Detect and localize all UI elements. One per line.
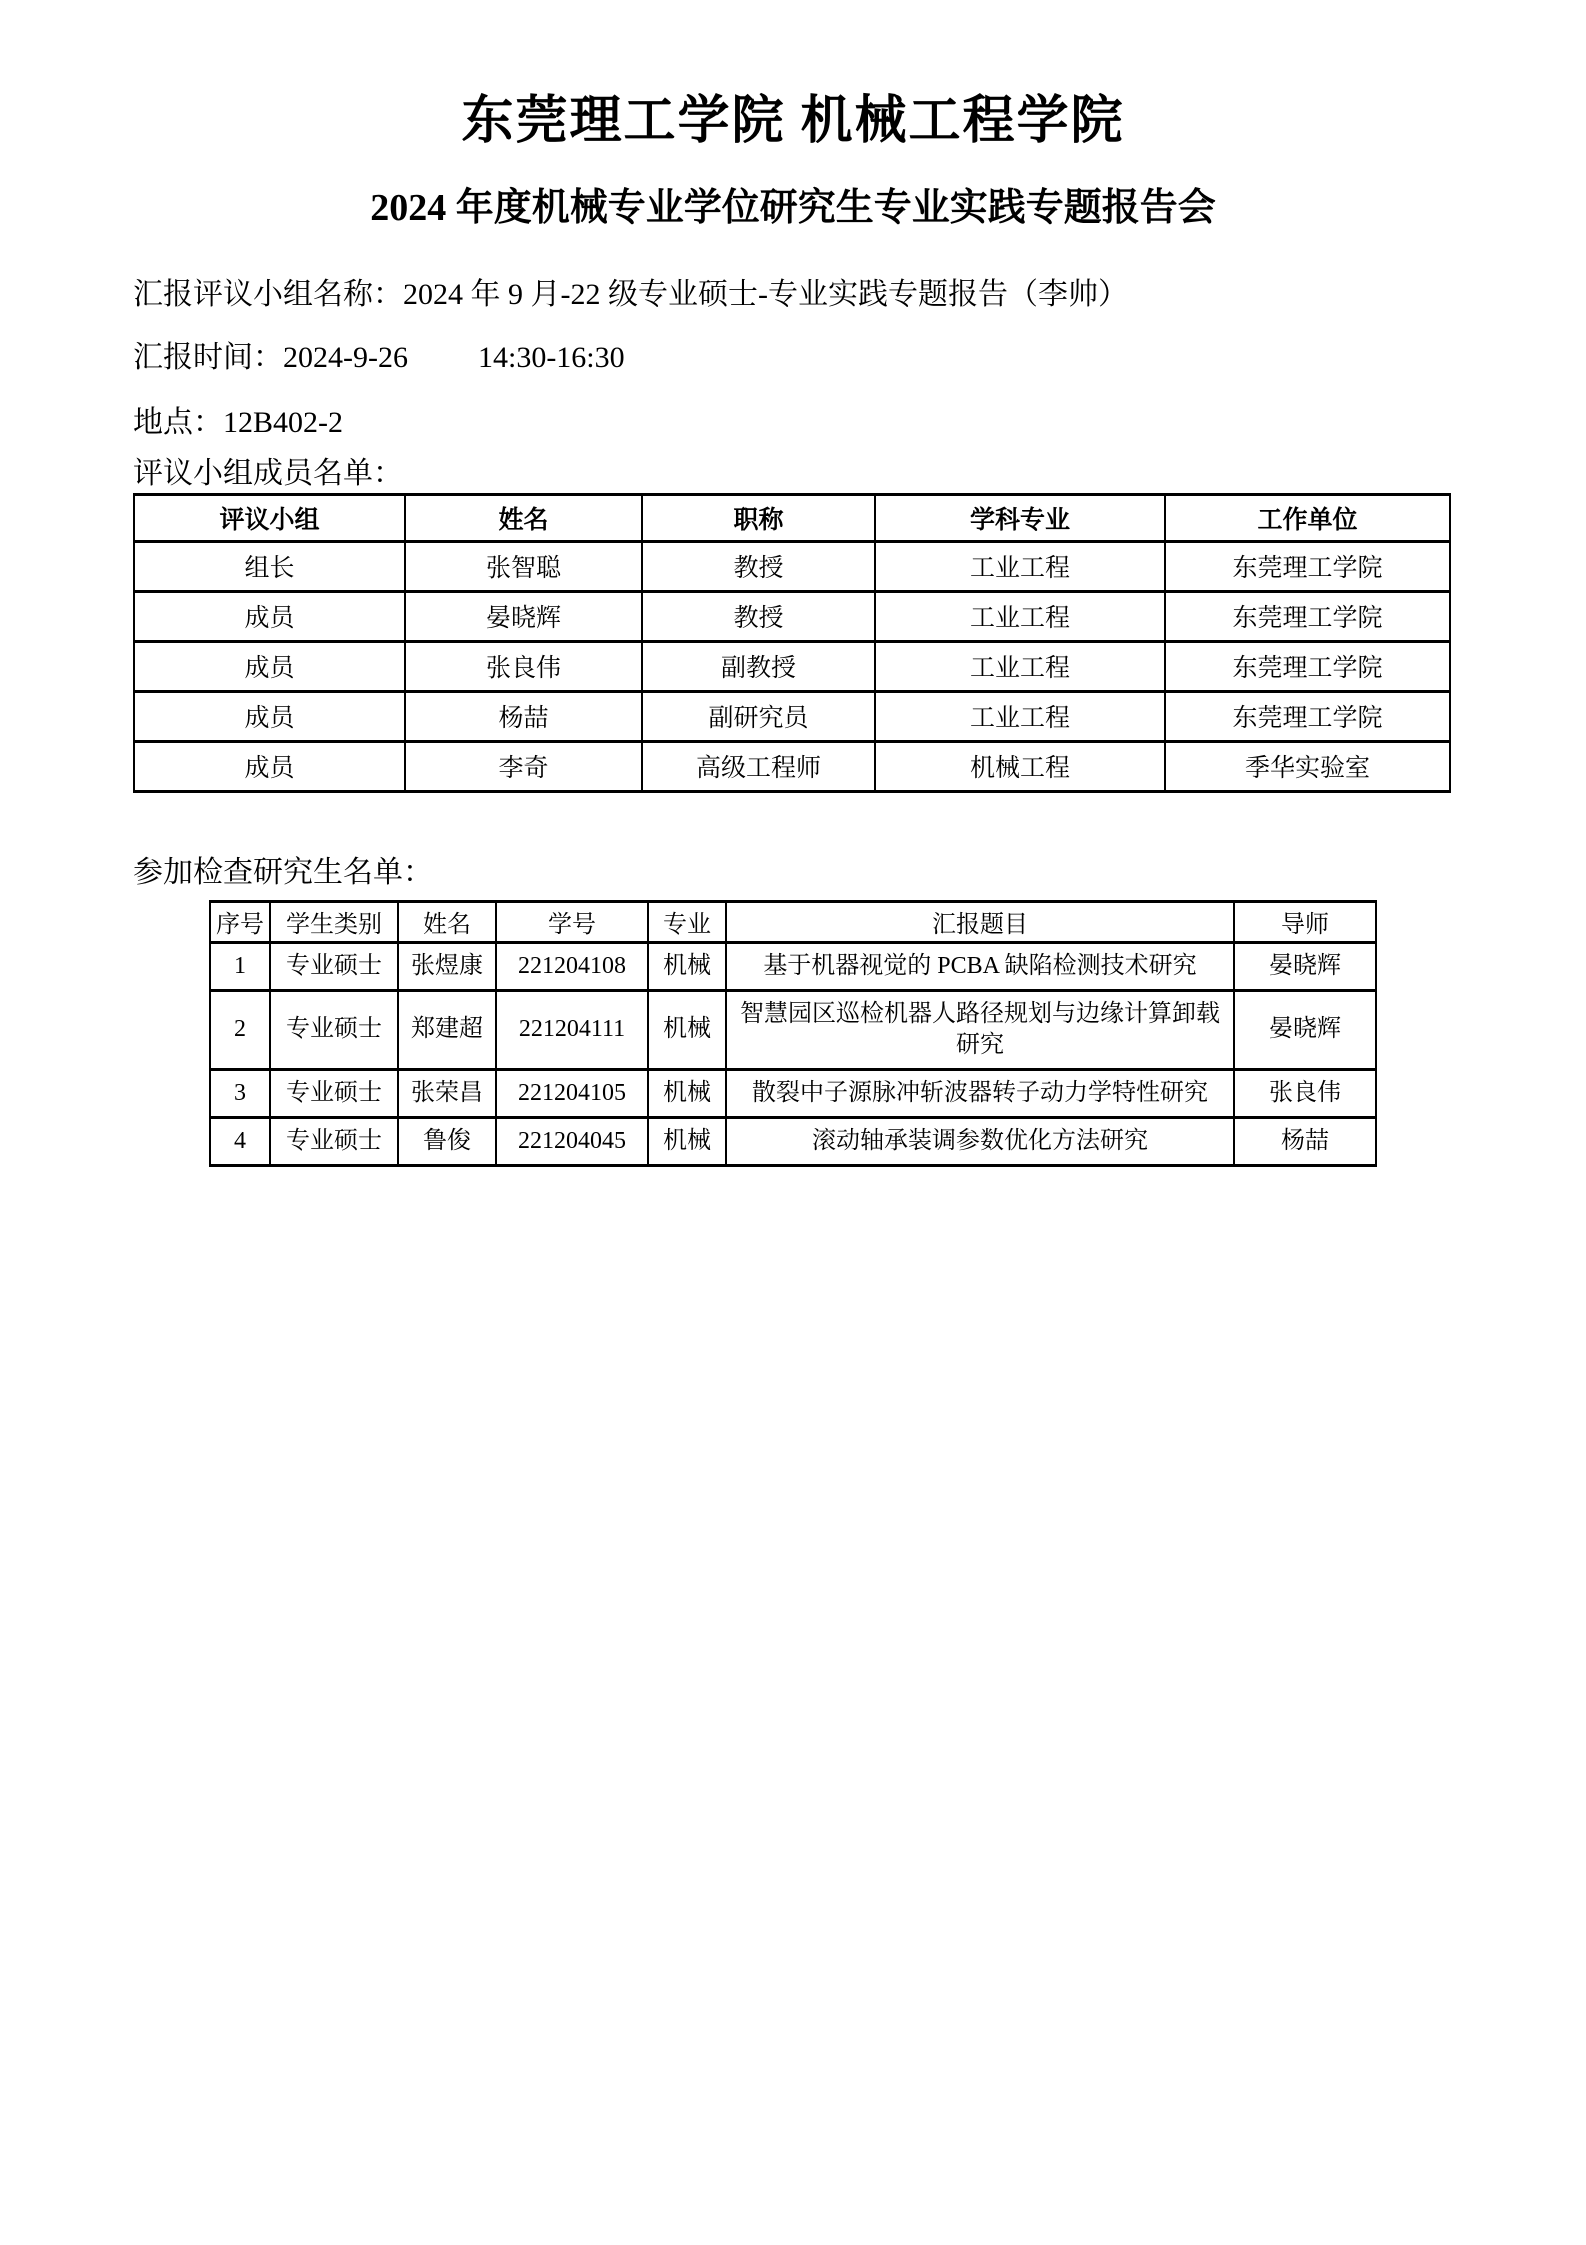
committee-cell: 机械工程 [875,741,1165,791]
students-header-cell: 学生类别 [270,901,398,942]
students-cell: 专业硕士 [270,990,398,1069]
info-line-time [133,338,1466,377]
committee-cell: 教授 [642,541,875,591]
students-cell: 专业硕士 [270,1069,398,1117]
students-cell: 221204105 [496,1069,648,1117]
students-cell-report-title: 散裂中子源脉冲斩波器转子动力学特性研究 [726,1069,1234,1117]
students-cell-report-title: 滚动轴承装调参数优化方法研究 [726,1117,1234,1165]
committee-row [134,691,1450,741]
students-cell: 2 [210,990,270,1069]
committee-header-cell: 评议小组 [134,494,405,541]
time-date: 2024-9-26 [283,340,408,374]
committee-row [134,591,1450,641]
time-label: 汇报时间： [133,340,283,374]
committee-row [134,541,1450,591]
students-cell: 专业硕士 [270,942,398,990]
students-cell: 1 [210,942,270,990]
students-cell: 晏晓辉 [1234,990,1376,1069]
info-line-group-name [133,275,1466,314]
committee-cell: 东莞理工学院 [1165,641,1450,691]
students-cell: 专业硕士 [270,1117,398,1165]
students-row [210,990,1376,1069]
committee-cell: 教授 [642,591,875,641]
committee-row [134,741,1450,791]
students-cell: 张荣昌 [398,1069,496,1117]
committee-cell: 李奇 [405,741,642,791]
committee-cell: 工业工程 [875,541,1165,591]
committee-list-label: 评议小组成员名单： [133,456,403,490]
students-cell: 郑建超 [398,990,496,1069]
students-header-cell: 导师 [1234,901,1376,942]
committee-header-cell: 姓名 [405,494,642,541]
time-range: 14:30-16:30 [477,340,625,374]
location-label: 地点： [133,405,223,439]
committee-table [133,493,1451,793]
committee-cell: 组长 [134,541,405,591]
committee-row [134,641,1450,691]
students-cell: 机械 [648,990,726,1069]
committee-header-row [134,494,1450,541]
committee-cell: 工业工程 [875,641,1165,691]
students-row [210,1117,1376,1165]
committee-cell: 张智聪 [405,541,642,591]
students-header-cell: 姓名 [398,901,496,942]
committee-cell: 副研究员 [642,691,875,741]
committee-cell: 工业工程 [875,591,1165,641]
students-cell: 4 [210,1117,270,1165]
committee-cell: 晏晓辉 [405,591,642,641]
students-cell-report-title: 智慧园区巡检机器人路径规划与边缘计算卸载研究 [726,990,1234,1069]
students-header-row [210,901,1376,942]
students-row [210,942,1376,990]
committee-cell: 成员 [134,591,405,641]
committee-cell: 工业工程 [875,691,1165,741]
students-header-cell: 专业 [648,901,726,942]
committee-cell: 东莞理工学院 [1165,541,1450,591]
committee-cell: 成员 [134,741,405,791]
students-cell: 机械 [648,1069,726,1117]
page-title: 东莞理工学院 机械工程学院 [461,93,1125,150]
committee-header-cell: 工作单位 [1165,494,1450,541]
committee-cell: 张良伟 [405,641,642,691]
group-name-value: 2024 年 9 月-22 级专业硕士-专业实践专题报告（李帅） [403,277,1128,311]
students-cell: 鲁俊 [398,1117,496,1165]
page-subtitle: 2024 年度机械专业学位研究生专业实践专题报告会 [370,186,1216,229]
committee-cell: 成员 [134,641,405,691]
students-cell: 221204045 [496,1117,648,1165]
committee-cell: 季华实验室 [1165,741,1450,791]
students-row [210,1069,1376,1117]
students-cell: 221204108 [496,942,648,990]
committee-cell: 东莞理工学院 [1165,691,1450,741]
students-cell: 机械 [648,1117,726,1165]
committee-header-cell: 学科专业 [875,494,1165,541]
location-value: 12B402-2 [223,405,343,439]
committee-header-cell: 职称 [642,494,875,541]
committee-cell: 成员 [134,691,405,741]
committee-cell: 副教授 [642,641,875,691]
committee-cell: 高级工程师 [642,741,875,791]
committee-cell: 杨喆 [405,691,642,741]
committee-cell: 东莞理工学院 [1165,591,1450,641]
students-header-cell: 序号 [210,901,270,942]
students-cell: 张良伟 [1234,1069,1376,1117]
students-list-label: 参加检查研究生名单： [133,855,433,889]
students-cell: 3 [210,1069,270,1117]
students-header-cell: 汇报题目 [726,901,1234,942]
students-cell: 张煜康 [398,942,496,990]
students-cell: 221204111 [496,990,648,1069]
students-cell-report-title: 基于机器视觉的 PCBA 缺陷检测技术研究 [726,942,1234,990]
group-name-label: 汇报评议小组名称： [133,277,403,311]
info-line-location [133,403,1466,442]
students-cell: 晏晓辉 [1234,942,1376,990]
students-header-cell: 学号 [496,901,648,942]
students-cell: 机械 [648,942,726,990]
students-cell: 杨喆 [1234,1117,1376,1165]
students-table [209,900,1377,1167]
